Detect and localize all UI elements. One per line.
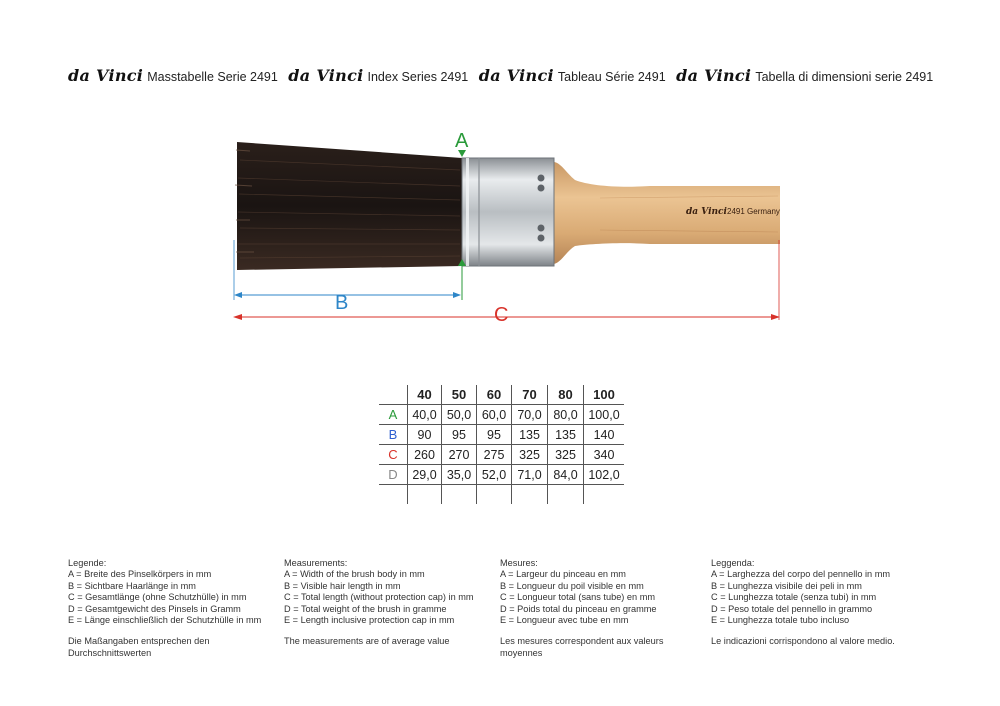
legend-note: Les mesures correspondent aux valeurs moyennes: [500, 636, 664, 658]
dimension-b-label: B: [335, 292, 349, 314]
dimension-c-label: C: [494, 304, 509, 326]
table-header-cell: 50: [442, 385, 477, 405]
legend-line: D = Poids total du pinceau en gramme: [500, 603, 657, 614]
table-cell: 275: [477, 445, 512, 465]
table-cell: 100,0: [584, 405, 625, 425]
brush-hair: [235, 142, 462, 270]
row-label-d: D: [379, 465, 408, 485]
table-cell: [408, 485, 442, 505]
legend-line: C = Gesamtlänge (ohne Schutzhülle) in mm: [68, 592, 247, 603]
brush-diagram: [0, 120, 1000, 340]
table-corner-cell: [379, 385, 408, 405]
table-cell: [379, 485, 408, 505]
davinci-logo: da Vinci: [68, 66, 144, 85]
legend-line: D = Peso totale del pennello in grammo: [711, 603, 873, 614]
table-cell: 135: [548, 425, 584, 445]
legend-line: D = Total weight of the brush in gramme: [284, 603, 447, 614]
legend-french: [500, 558, 705, 659]
table-cell: 140: [584, 425, 625, 445]
table-header-cell: 60: [477, 385, 512, 405]
brush-imprint-serial: 2491 Germany: [727, 207, 780, 216]
table-cell: 40,0: [408, 405, 442, 425]
legend-line: B = Visible hair length in mm: [284, 580, 401, 591]
legend-line: A = Width of the brush body in mm: [284, 569, 425, 580]
table-row-empty: [379, 485, 624, 505]
table-row: [379, 445, 624, 465]
header-title-en: Index Series 2491: [367, 70, 469, 84]
table-header-cell: 100: [584, 385, 625, 405]
table-cell: [584, 485, 625, 505]
legend-line: C = Total length (without protection cap) in mm: [284, 592, 474, 603]
legend-title: Mesures:: [500, 558, 538, 568]
table-cell: 102,0: [584, 465, 625, 485]
table-row: [379, 405, 624, 425]
legend-title: Measurements:: [284, 558, 348, 568]
legend-line: E = Longueur avec tube en mm: [500, 615, 629, 626]
table-header-cell: 40: [408, 385, 442, 405]
row-label-b: B: [379, 425, 408, 445]
table-cell: [512, 485, 548, 505]
legend-english: [284, 558, 494, 648]
page-header: [68, 66, 968, 86]
table-cell: 35,0: [442, 465, 477, 485]
table-row: [379, 465, 624, 485]
table-cell: 80,0: [548, 405, 584, 425]
header-title-it: Tabella di dimensioni serie 2491: [755, 70, 934, 84]
table-cell: [548, 485, 584, 505]
brush-ferrule: [462, 158, 554, 266]
table-cell: [442, 485, 477, 505]
legend-line: E = Length inclusive protection cap in mm: [284, 615, 455, 626]
brush-imprint-brand: da Vinci: [686, 207, 727, 217]
legend-german: [68, 558, 278, 659]
table-cell: 135: [512, 425, 548, 445]
table-cell: 52,0: [477, 465, 512, 485]
table-cell: 325: [512, 445, 548, 465]
table-cell: 29,0: [408, 465, 442, 485]
header-title-de: Masstabelle Serie 2491: [147, 70, 278, 84]
table-header-cell: 80: [548, 385, 584, 405]
table-cell: 90: [408, 425, 442, 445]
row-label-c: C: [379, 445, 408, 465]
legend-line: A = Largeur du pinceau en mm: [500, 569, 626, 580]
table-cell: 95: [442, 425, 477, 445]
table-cell: 71,0: [512, 465, 548, 485]
table-header-cell: 70: [512, 385, 548, 405]
legend-line: D = Gesamtgewicht des Pinsels in Gramm: [68, 603, 241, 614]
legend-italian: [711, 558, 921, 648]
table-cell: 270: [442, 445, 477, 465]
table-cell: 340: [584, 445, 625, 465]
legend-title: Legende:: [68, 558, 107, 568]
table-cell: 260: [408, 445, 442, 465]
legend-line: B = Sichtbare Haarlänge in mm: [68, 580, 196, 591]
table-cell: 325: [548, 445, 584, 465]
row-label-a: A: [379, 405, 408, 425]
table-cell: 60,0: [477, 405, 512, 425]
legend-line: E = Lunghezza totale tubo incluso: [711, 615, 850, 626]
table-cell: 70,0: [512, 405, 548, 425]
legend-title: Leggenda:: [711, 558, 755, 568]
legend-line: B = Longueur du poil visible en mm: [500, 580, 644, 591]
legend-note: Le indicazioni corrispondono al valore medio.: [711, 636, 895, 647]
legend-line: C = Longueur total (sans tube) en mm: [500, 592, 655, 603]
table-cell: 95: [477, 425, 512, 445]
legend-note: Die Maßangaben entsprechen den Durchschnittswerten: [68, 636, 210, 658]
table-header-row: [379, 385, 624, 405]
davinci-logo: da Vinci: [676, 66, 752, 85]
legend-line: A = Larghezza del corpo del pennello in mm: [711, 569, 891, 580]
size-table: [379, 385, 624, 504]
table-cell: [477, 485, 512, 505]
legend-line: C = Lunghezza totale (senza tubi) in mm: [711, 592, 877, 603]
legend-line: A = Breite des Pinselkörpers in mm: [68, 569, 212, 580]
table-cell: 50,0: [442, 405, 477, 425]
davinci-logo: da Vinci: [288, 66, 364, 85]
legend-line: B = Lunghezza visibile dei peli in mm: [711, 580, 862, 591]
davinci-logo: da Vinci: [478, 66, 554, 85]
table-row: [379, 425, 624, 445]
table-cell: 84,0: [548, 465, 584, 485]
legend-note: The measurements are of average value: [284, 636, 450, 647]
dimension-a-label: A: [455, 130, 469, 152]
legend-line: E = Länge einschließlich der Schutzhülle in mm: [68, 615, 262, 626]
header-title-fr: Tableau Série 2491: [557, 70, 666, 84]
